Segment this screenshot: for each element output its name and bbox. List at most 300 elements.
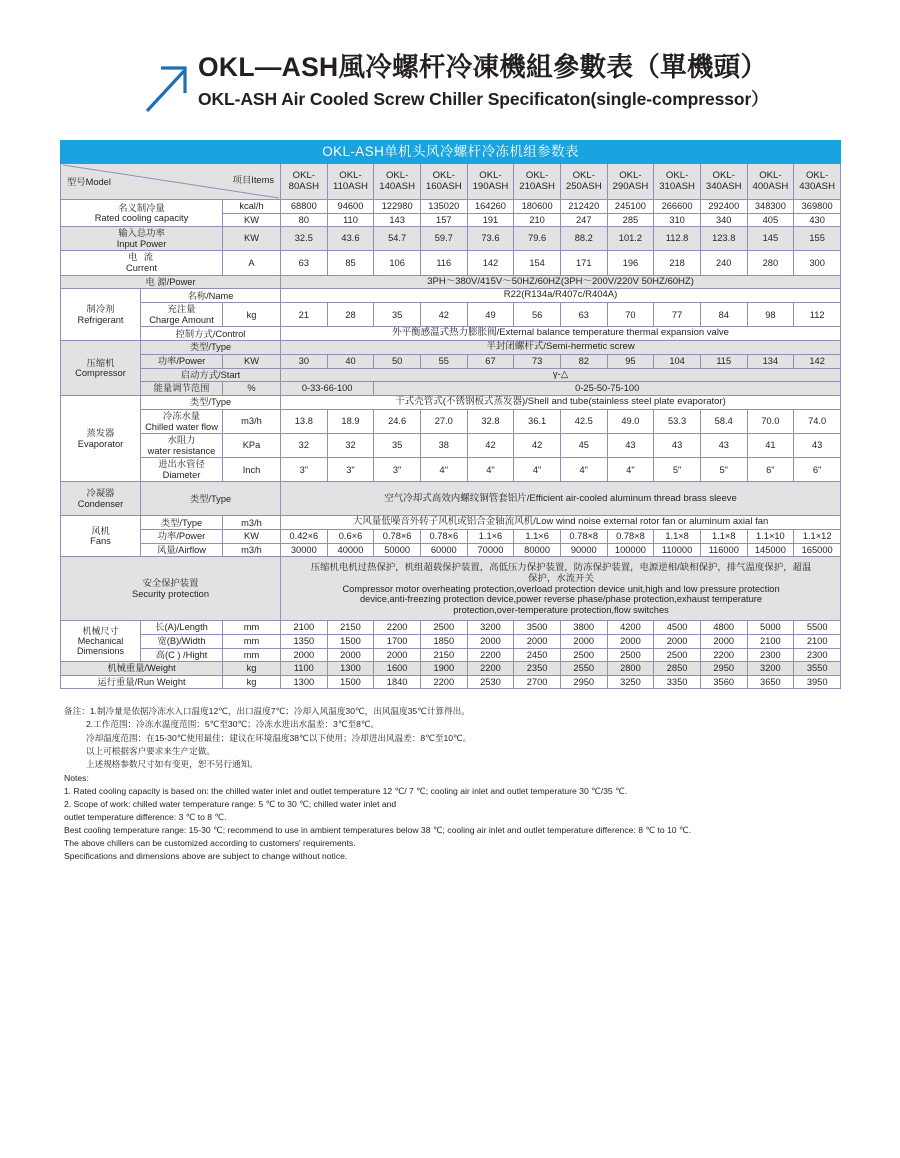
notes-section xyxy=(64,705,864,863)
data-cell: 142 xyxy=(467,251,514,275)
data-cell: 1300 xyxy=(281,675,328,689)
data-cell: 2200 xyxy=(374,621,421,635)
data-cell: 3" xyxy=(281,458,328,482)
table-row xyxy=(61,289,841,303)
data-cell: 98 xyxy=(747,303,794,327)
data-cell: 123.8 xyxy=(700,227,747,251)
data-cell: 40 xyxy=(327,355,374,369)
data-cell: 1.1×12 xyxy=(794,530,841,544)
data-cell: 35 xyxy=(374,434,421,458)
data-cell: 56 xyxy=(514,303,561,327)
data-cell: 2300 xyxy=(747,648,794,662)
data-cell: 70.0 xyxy=(747,409,794,433)
note-cn-5: 上述规格参数尺寸如有变更，恕不另行通知。 xyxy=(86,758,258,769)
data-cell: 2000 xyxy=(467,635,514,649)
data-cell: 110000 xyxy=(654,543,701,557)
specification-table xyxy=(60,140,841,689)
row-label-refrigerant-control: 控制方式/Control xyxy=(141,327,281,341)
row-label-chilled-water-flow: 冷冻水量 Chilled water flow xyxy=(141,409,223,433)
model-header-7: OKL- 250ASH xyxy=(560,164,607,200)
data-cell: 13.8 xyxy=(281,409,328,433)
row-label-weight: 机械重量/Weight xyxy=(61,662,223,676)
data-cell: 84 xyxy=(700,303,747,327)
data-cell: 3200 xyxy=(467,621,514,635)
data-cell: 77 xyxy=(654,303,701,327)
data-cell: 0.42×6 xyxy=(281,530,328,544)
data-cell: 73 xyxy=(514,355,561,369)
model-header-3: OKL- 140ASH xyxy=(374,164,421,200)
table-banner: OKL-ASH单机头风冷螺杆冷冻机组参数表 xyxy=(61,141,841,164)
data-cell: 43 xyxy=(654,434,701,458)
data-cell: 292400 xyxy=(700,200,747,214)
data-cell: 0.78×8 xyxy=(560,530,607,544)
data-cell: 1850 xyxy=(420,635,467,649)
data-cell: 2100 xyxy=(281,621,328,635)
data-cell: 100000 xyxy=(607,543,654,557)
data-cell: 3" xyxy=(327,458,374,482)
data-cell: 218 xyxy=(654,251,701,275)
data-cell: 430 xyxy=(794,213,841,227)
table-row xyxy=(61,530,841,544)
data-cell: 142 xyxy=(794,355,841,369)
unit-cell: mm xyxy=(223,648,281,662)
note-cn-2: 2.工作范围：冷冻水温度范围：5℃至30℃；冷冻水进出水温差：3℃至8℃。 xyxy=(86,719,380,730)
data-cell: 40000 xyxy=(327,543,374,557)
data-cell: 280 xyxy=(747,251,794,275)
data-cell: 30 xyxy=(281,355,328,369)
data-cell: 1840 xyxy=(374,675,421,689)
data-cell: 85 xyxy=(327,251,374,275)
data-cell: 3650 xyxy=(747,675,794,689)
data-cell: 2000 xyxy=(700,635,747,649)
data-cell: 3560 xyxy=(700,675,747,689)
data-cell: 2950 xyxy=(700,662,747,676)
row-label-refrigerant-name: 名称/Name xyxy=(141,289,281,303)
security-text-en-1: Compressor motor overheating protection,overload protection device unit,high and low pressure protection xyxy=(342,583,780,594)
data-cell: 42 xyxy=(514,434,561,458)
data-cell: 2000 xyxy=(327,648,374,662)
data-cell: 3" xyxy=(374,458,421,482)
data-cell: 154 xyxy=(514,251,561,275)
data-cell: 4200 xyxy=(607,621,654,635)
unit-cell: kg xyxy=(223,662,281,676)
unit-cell: kg xyxy=(223,303,281,327)
security-text-en-3: protection,over-temperature protection,flow switches xyxy=(453,604,669,615)
model-header-6: OKL- 210ASH xyxy=(514,164,561,200)
page-title-cn: OKL—ASH風冷螺杆冷凍機組參數表（單機頭） xyxy=(198,52,768,82)
data-cell: 110 xyxy=(327,213,374,227)
data-cell: 4" xyxy=(560,458,607,482)
data-cell: 2550 xyxy=(560,662,607,676)
page-title-en: OKL-ASH Air Cooled Screw Chiller Specificaton(single-compressor） xyxy=(198,89,769,110)
data-cell: 2950 xyxy=(560,675,607,689)
data-cell: 1600 xyxy=(374,662,421,676)
data-cell: 2800 xyxy=(607,662,654,676)
data-cell: 80 xyxy=(281,213,328,227)
data-cell: 95 xyxy=(607,355,654,369)
corner-label-model: 型号Model xyxy=(67,177,111,188)
data-cell: 164260 xyxy=(467,200,514,214)
model-header-2: OKL- 110ASH xyxy=(327,164,374,200)
data-cell: 135020 xyxy=(420,200,467,214)
group-label-evaporator: 蒸发器 Evaporator xyxy=(61,396,141,482)
data-cell: 67 xyxy=(467,355,514,369)
table-row xyxy=(61,516,841,530)
data-cell: 4" xyxy=(420,458,467,482)
data-cell: 43.6 xyxy=(327,227,374,251)
table-row xyxy=(61,396,841,410)
data-cell: 35 xyxy=(374,303,421,327)
data-cell: 70 xyxy=(607,303,654,327)
data-cell: 0.78×8 xyxy=(607,530,654,544)
unit-cell: KPa xyxy=(223,434,281,458)
data-cell: 3350 xyxy=(654,675,701,689)
data-cell: 247 xyxy=(560,213,607,227)
row-label-current: 电 流 Current xyxy=(61,251,223,275)
table-row xyxy=(61,275,841,289)
data-cell: 101.2 xyxy=(607,227,654,251)
data-cell: 2500 xyxy=(654,648,701,662)
data-cell: 2150 xyxy=(420,648,467,662)
row-label-compressor-start: 启动方式/Start xyxy=(141,368,281,382)
data-cell: 63 xyxy=(281,251,328,275)
value-capacity-control-a: 0-33-66-100 xyxy=(281,382,374,396)
data-cell: 28 xyxy=(327,303,374,327)
data-cell: 3250 xyxy=(607,675,654,689)
value-refrigerant-control: 外平衡感温式热力膨胀阀/External balance temperature thermal expansion valve xyxy=(281,327,841,341)
table-row xyxy=(61,200,841,214)
data-cell: 212420 xyxy=(560,200,607,214)
data-cell: 2200 xyxy=(420,675,467,689)
row-label-width: 宽(B)/Width xyxy=(141,635,223,649)
security-text-cn-1: 压缩机电机过热保护，机组超载保护装置，高低压力保护装置，防冻保护装置，电源逆相/缺相保护，排气温度保护，超温 xyxy=(310,562,812,573)
data-cell: 2000 xyxy=(514,635,561,649)
unit-cell: m3/h xyxy=(223,543,281,557)
data-cell: 1.1×8 xyxy=(654,530,701,544)
row-label-rated-cooling-capacity: 名义制冷量 Rated cooling capacity xyxy=(61,200,223,227)
data-cell: 4800 xyxy=(700,621,747,635)
data-cell: 42 xyxy=(467,434,514,458)
data-cell: 2000 xyxy=(374,648,421,662)
data-cell: 112.8 xyxy=(654,227,701,251)
value-fan-type: 大风量低噪音外转子风机或铝合金轴流风机/Low wind noise external rotor fan or aluminum axial fan xyxy=(281,516,841,530)
data-cell: 36.1 xyxy=(514,409,561,433)
security-text-en-2: device,anti-freezing protection device,power reverse phase/phase protection,exhaust temperature xyxy=(360,594,763,605)
data-cell: 245100 xyxy=(607,200,654,214)
table-row xyxy=(61,482,841,516)
data-cell: 59.7 xyxy=(420,227,467,251)
data-cell: 115 xyxy=(700,355,747,369)
data-cell: 2000 xyxy=(281,648,328,662)
data-cell: 2000 xyxy=(560,635,607,649)
data-cell: 2500 xyxy=(607,648,654,662)
unit-cell: % xyxy=(223,382,281,396)
table-row xyxy=(61,341,841,355)
data-cell: 5000 xyxy=(747,621,794,635)
data-cell: 2000 xyxy=(607,635,654,649)
value-capacity-control-b: 0-25-50-75-100 xyxy=(374,382,841,396)
data-cell: 63 xyxy=(560,303,607,327)
data-cell: 300 xyxy=(794,251,841,275)
unit-cell: m3/h xyxy=(223,409,281,433)
data-cell: 80000 xyxy=(514,543,561,557)
data-cell: 0.6×6 xyxy=(327,530,374,544)
data-cell: 6" xyxy=(794,458,841,482)
data-cell: 68800 xyxy=(281,200,328,214)
row-label-power-source: 电 源/Power xyxy=(61,275,281,289)
data-cell: 165000 xyxy=(794,543,841,557)
data-cell: 3500 xyxy=(514,621,561,635)
data-cell: 90000 xyxy=(560,543,607,557)
row-label-condenser-type: 类型/Type xyxy=(141,482,281,516)
data-cell: 116 xyxy=(420,251,467,275)
data-cell: 310 xyxy=(654,213,701,227)
table-row xyxy=(61,635,841,649)
table-row xyxy=(61,303,841,327)
table-row xyxy=(61,662,841,676)
data-cell: 32 xyxy=(281,434,328,458)
data-cell: 2150 xyxy=(327,621,374,635)
data-cell: 42 xyxy=(420,303,467,327)
group-label-fans: 风机 Fans xyxy=(61,516,141,557)
row-label-capacity-control: 能量调节范围 xyxy=(141,382,223,396)
table-row xyxy=(61,557,841,621)
unit-cell: KW xyxy=(223,530,281,544)
data-cell: 2100 xyxy=(747,635,794,649)
data-cell: 112 xyxy=(794,303,841,327)
data-cell: 1500 xyxy=(327,635,374,649)
group-label-refrigerant: 制冷剂 Refrigerant xyxy=(61,289,141,341)
data-cell: 2530 xyxy=(467,675,514,689)
data-cell: 41 xyxy=(747,434,794,458)
data-cell: 340 xyxy=(700,213,747,227)
note-cn-4: 以上可根据客户要求来生产定做。 xyxy=(86,745,215,756)
data-cell: 2700 xyxy=(514,675,561,689)
data-cell: 4500 xyxy=(654,621,701,635)
value-security-protection xyxy=(281,557,841,621)
data-cell: 55 xyxy=(420,355,467,369)
security-text-cn-2: 保护，水流开关 xyxy=(528,573,594,584)
data-cell: 30000 xyxy=(281,543,328,557)
data-cell: 3200 xyxy=(747,662,794,676)
data-cell: 2200 xyxy=(467,662,514,676)
data-cell: 369800 xyxy=(794,200,841,214)
data-cell: 42.5 xyxy=(560,409,607,433)
data-cell: 116000 xyxy=(700,543,747,557)
data-cell: 3550 xyxy=(794,662,841,676)
data-cell: 6" xyxy=(747,458,794,482)
row-label-compressor-type: 类型/Type xyxy=(141,341,281,355)
value-compressor-start: γ-△ xyxy=(281,368,841,382)
unit-cell: kcal/h xyxy=(223,200,281,214)
data-cell: 1700 xyxy=(374,635,421,649)
row-label-pipe-diameter: 进出水管径 Diameter xyxy=(141,458,223,482)
data-cell: 4" xyxy=(467,458,514,482)
table-row xyxy=(61,543,841,557)
data-cell: 2500 xyxy=(420,621,467,635)
data-cell: 21 xyxy=(281,303,328,327)
data-cell: 405 xyxy=(747,213,794,227)
table-row xyxy=(61,434,841,458)
unit-cell: mm xyxy=(223,635,281,649)
unit-cell: KW xyxy=(223,355,281,369)
unit-cell: kg xyxy=(223,675,281,689)
model-header-1: OKL- 80ASH xyxy=(281,164,328,200)
model-header-12: OKL- 430ASH xyxy=(794,164,841,200)
data-cell: 38 xyxy=(420,434,467,458)
table-row xyxy=(61,251,841,275)
data-cell: 49 xyxy=(467,303,514,327)
table-row xyxy=(61,675,841,689)
table-row xyxy=(61,458,841,482)
data-cell: 240 xyxy=(700,251,747,275)
data-cell: 157 xyxy=(420,213,467,227)
data-cell: 1500 xyxy=(327,675,374,689)
data-cell: 24.6 xyxy=(374,409,421,433)
data-cell: 32.5 xyxy=(281,227,328,251)
data-cell: 1.1×10 xyxy=(747,530,794,544)
unit-cell: KW xyxy=(223,227,281,251)
data-cell: 43 xyxy=(700,434,747,458)
data-cell: 3950 xyxy=(794,675,841,689)
row-label-input-power: 输入总功率 Input Power xyxy=(61,227,223,251)
data-cell: 1100 xyxy=(281,662,328,676)
unit-cell: m3/h xyxy=(223,516,281,530)
table-row xyxy=(61,327,841,341)
arrow-up-right-icon xyxy=(144,62,190,114)
data-cell: 3800 xyxy=(560,621,607,635)
group-label-compressor: 压缩机 Compressor xyxy=(61,341,141,396)
data-cell: 70000 xyxy=(467,543,514,557)
data-cell: 143 xyxy=(374,213,421,227)
data-cell: 5" xyxy=(700,458,747,482)
note-en-2: 2. Scope of work: chilled water temperature range: 5 ℃ to 30 ℃; chilled water inlet and xyxy=(64,798,397,809)
data-cell: 171 xyxy=(560,251,607,275)
data-cell: 2200 xyxy=(700,648,747,662)
note-en-4: Best cooling temperature range: 15-30 ℃; recommend to use in ambient temperatures below 38 ℃; cooling air inlet and outlet temperature difference: 8 ℃ to 10 ℃. xyxy=(64,824,691,835)
data-cell: 43 xyxy=(794,434,841,458)
row-label-security-protection: 安全保护装置 Security protection xyxy=(61,557,281,621)
data-cell: 2350 xyxy=(514,662,561,676)
unit-cell: mm xyxy=(223,621,281,635)
row-label-charge-amount: 充注量 Charge Amount xyxy=(141,303,223,327)
value-evaporator-type: 干式壳管式(不锈钢板式蒸发器)/Shell and tube(stainless steel plate evaporator) xyxy=(281,396,841,410)
data-cell: 74.0 xyxy=(794,409,841,433)
data-cell: 4" xyxy=(607,458,654,482)
spec-table-container xyxy=(60,140,840,689)
value-compressor-type: 半封闭螺杆式/Semi-hermetic screw xyxy=(281,341,841,355)
data-cell: 49.0 xyxy=(607,409,654,433)
data-cell: 58.4 xyxy=(700,409,747,433)
table-row xyxy=(61,648,841,662)
table-banner-row xyxy=(61,141,841,164)
data-cell: 2000 xyxy=(654,635,701,649)
data-cell: 266600 xyxy=(654,200,701,214)
data-cell: 60000 xyxy=(420,543,467,557)
model-header-10: OKL- 340ASH xyxy=(700,164,747,200)
data-cell: 1300 xyxy=(327,662,374,676)
data-cell: 1350 xyxy=(281,635,328,649)
data-cell: 82 xyxy=(560,355,607,369)
data-cell: 5" xyxy=(654,458,701,482)
data-cell: 155 xyxy=(794,227,841,251)
table-row xyxy=(61,621,841,635)
data-cell: 285 xyxy=(607,213,654,227)
unit-cell: Inch xyxy=(223,458,281,482)
note-cn-1: 备注：1.制冷量是依据冷冻水入口温度12℃，出口温度7℃；冷却入风温度30℃，出风温度35℃计算得出。 xyxy=(64,706,470,717)
row-label-fan-type: 类型/Type xyxy=(141,516,223,530)
data-cell: 348300 xyxy=(747,200,794,214)
note-cn-3: 冷却温度范围：在15-30℃使用最佳；建议在环境温度38℃以下使用；冷却进出风温差：8℃至10℃。 xyxy=(86,732,472,743)
data-cell: 2300 xyxy=(794,648,841,662)
corner-header-cell xyxy=(61,164,281,200)
table-header-row xyxy=(61,164,841,200)
model-header-4: OKL- 160ASH xyxy=(420,164,467,200)
row-label-evaporator-type: 类型/Type xyxy=(141,396,281,410)
data-cell: 43 xyxy=(607,434,654,458)
data-cell: 210 xyxy=(514,213,561,227)
unit-cell: A xyxy=(223,251,281,275)
row-label-run-weight: 运行重量/Run Weight xyxy=(61,675,223,689)
note-en-3: outlet temperature difference: 3 ℃ to 8 ℃. xyxy=(64,811,227,822)
data-cell: 145 xyxy=(747,227,794,251)
data-cell: 106 xyxy=(374,251,421,275)
table-row xyxy=(61,355,841,369)
data-cell: 1.1×8 xyxy=(700,530,747,544)
data-cell: 104 xyxy=(654,355,701,369)
data-cell: 5500 xyxy=(794,621,841,635)
data-cell: 0.78×6 xyxy=(420,530,467,544)
data-cell: 79.6 xyxy=(514,227,561,251)
data-cell: 134 xyxy=(747,355,794,369)
data-cell: 145000 xyxy=(747,543,794,557)
data-cell: 53.3 xyxy=(654,409,701,433)
value-condenser-type: 空气冷却式高效内螺纹铜管套铝片/Efficient air-cooled aluminum thread brass sleeve xyxy=(281,482,841,516)
table-row xyxy=(61,409,841,433)
note-en-1: 1. Rated cooling capacity is based on: the chilled water inlet and outlet temperature 12 ℃/ 7 ℃; cooling air inlet and outlet temperature 30 ℃/35 ℃. xyxy=(64,785,628,796)
data-cell: 1.1×6 xyxy=(514,530,561,544)
group-label-condenser: 冷凝器 Condenser xyxy=(61,482,141,516)
model-header-8: OKL- 290ASH xyxy=(607,164,654,200)
data-cell: 73.6 xyxy=(467,227,514,251)
data-cell: 2850 xyxy=(654,662,701,676)
data-cell: 196 xyxy=(607,251,654,275)
data-cell: 88.2 xyxy=(560,227,607,251)
model-header-11: OKL- 400ASH xyxy=(747,164,794,200)
data-cell: 94600 xyxy=(327,200,374,214)
data-cell: 4" xyxy=(514,458,561,482)
data-cell: 122980 xyxy=(374,200,421,214)
row-label-fan-power: 功率/Power xyxy=(141,530,223,544)
data-cell: 2450 xyxy=(514,648,561,662)
data-cell: 0.78×6 xyxy=(374,530,421,544)
value-power-source: 3PH～380V/415V～50HZ/60HZ(3PH～200V/220V 50HZ/60HZ) xyxy=(281,275,841,289)
group-label-mechanical-dimensions: 机械尺寸 Mechanical Dimensions xyxy=(61,621,141,662)
data-cell: 191 xyxy=(467,213,514,227)
data-cell: 45 xyxy=(560,434,607,458)
note-en-6: Specifications and dimensions above are subject to change without notice. xyxy=(64,851,348,862)
data-cell: 180600 xyxy=(514,200,561,214)
data-cell: 1.1×6 xyxy=(467,530,514,544)
data-cell: 27.0 xyxy=(420,409,467,433)
model-header-5: OKL- 190ASH xyxy=(467,164,514,200)
data-cell: 18.9 xyxy=(327,409,374,433)
data-cell: 2500 xyxy=(560,648,607,662)
corner-label-items: 项目Items xyxy=(232,175,274,185)
model-header-9: OKL- 310ASH xyxy=(654,164,701,200)
data-cell: 50000 xyxy=(374,543,421,557)
data-cell: 32.8 xyxy=(467,409,514,433)
